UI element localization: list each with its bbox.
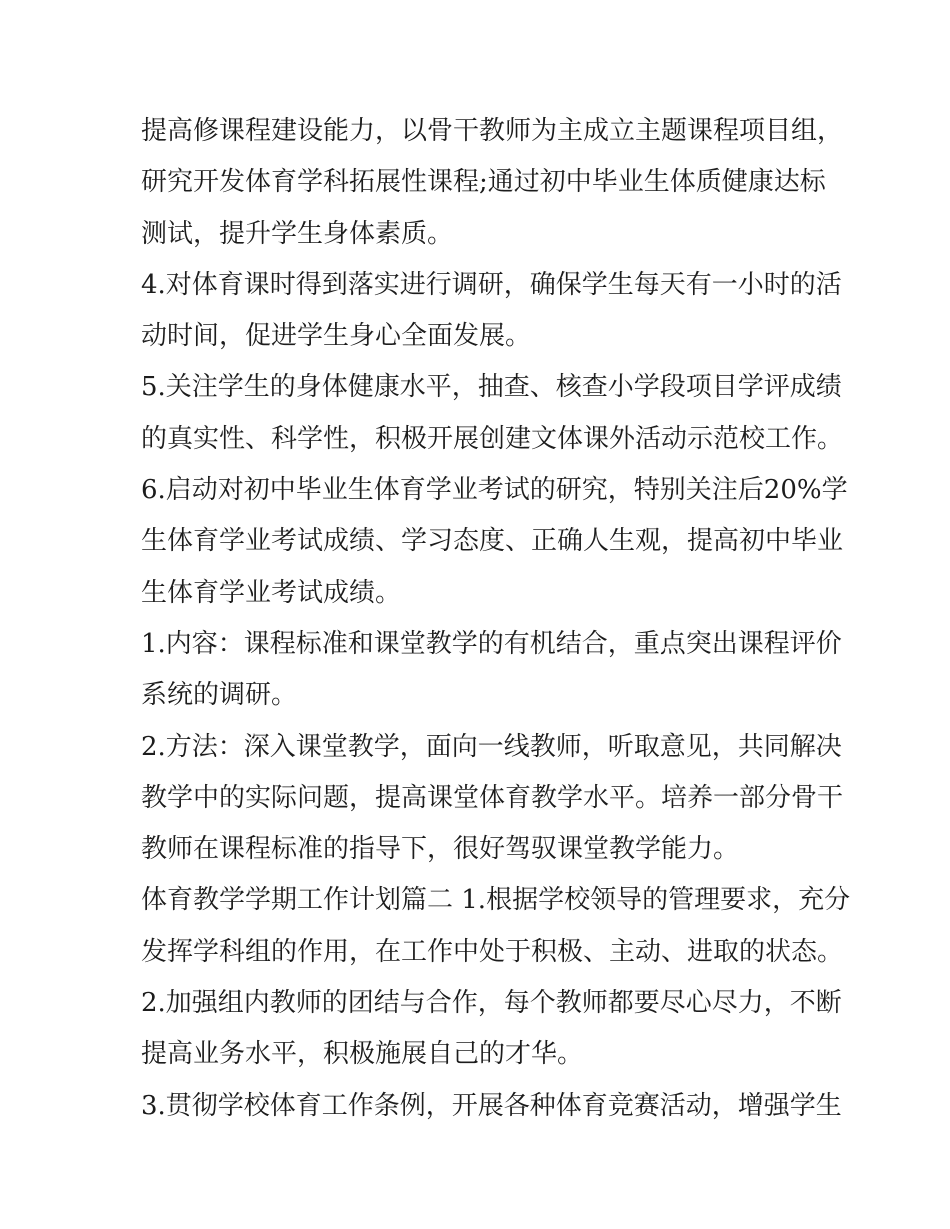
text-line: 2.方法：深入课堂教学，面向一线教师，听取意见，共同解决: [141, 731, 842, 762]
text-line: 研究开发体育学科拓展性课程;通过初中毕业生体质健康达标: [141, 167, 826, 198]
text-line: 教学中的实际问题，提高课堂体育教学水平。培养一部分骨干: [141, 782, 844, 813]
text-line: 的真实性、科学性，积极开展创建文体课外活动示范校工作。: [141, 423, 844, 454]
text-line: 4.对体育课时得到落实进行调研，确保学生每天有一小时的活: [141, 269, 842, 300]
text-line: 发挥学科组的作用，在工作中处于积极、主动、进取的状态。: [141, 936, 844, 967]
text-line: 动时间，促进学生身心全面发展。: [141, 321, 532, 352]
text-line: 3.贯彻学校体育工作条例，开展各种体育竞赛活动，增强学生: [141, 1090, 842, 1121]
text-line: 生体育学业考试成绩。: [141, 577, 402, 608]
text-line: 1.内容：课程标准和课堂教学的有机结合，重点突出课程评价: [141, 628, 842, 659]
text-line: 教师在课程标准的指导下，很好驾驭课堂教学能力。: [141, 834, 740, 865]
text-line: 5.关注学生的身体健康水平，抽查、核查小学段项目学评成绩: [141, 372, 842, 403]
text-line: 提高业务水平，积极施展自己的才华。: [141, 1039, 584, 1070]
text-line: 系统的调研。: [141, 680, 298, 711]
document-body: [141, 106, 851, 1132]
text-line: 生体育学业考试成绩、学习态度、正确人生观，提高初中毕业: [141, 526, 844, 557]
text-line: 体育教学学期工作计划篇二 1.根据学校领导的管理要求，充分: [141, 885, 851, 916]
text-line: 提高修课程建设能力，以骨干教师为主成立主题课程项目组，: [141, 116, 844, 146]
text-line: 测试，提升学生身体素质。: [141, 218, 454, 249]
text-line: 6.启动对初中毕业生体育学业考试的研究，特别关注后20%学: [141, 475, 848, 506]
text-line: 2.加强组内教师的团结与合作，每个教师都要尽心尽力，不断: [141, 988, 842, 1019]
